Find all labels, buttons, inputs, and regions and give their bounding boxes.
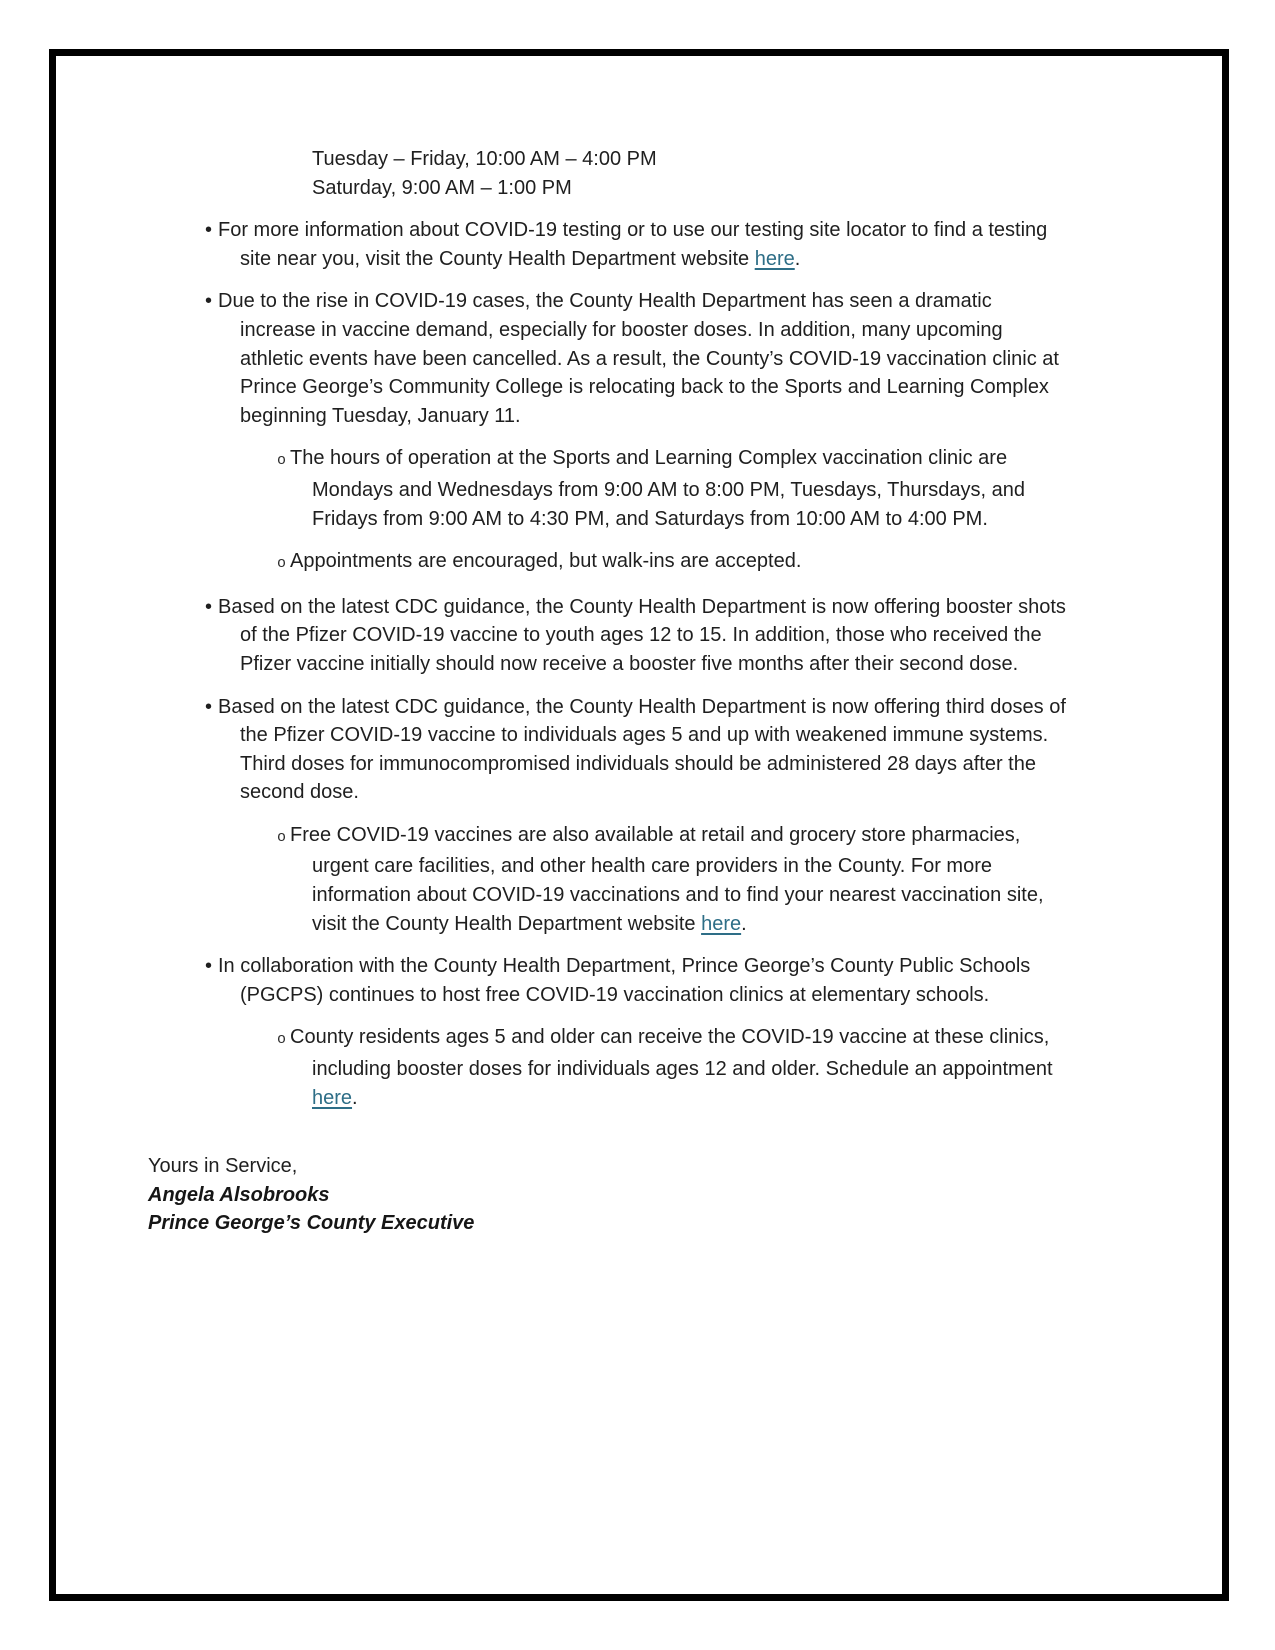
- signature-closing: Yours in Service,: [148, 1155, 298, 1178]
- document-page: [148, 145, 1070, 1238]
- text-run: Based on the latest CDC guidance, the County Health Department is now offering booster shots of the Pfizer COVID-19 vaccine to youth ages 12 to 15. In addition, those who received the Pfizer vaccine initially should now receive a booster five months after their second dose.: [218, 595, 1066, 675]
- bullet-item: [148, 593, 1070, 679]
- text-run: .: [352, 1086, 358, 1109]
- circle-marker: o: [277, 452, 287, 470]
- circle-marker: o: [277, 828, 287, 846]
- schedule-lines: [312, 145, 1070, 202]
- circle-marker: o: [277, 555, 287, 573]
- here-link[interactable]: here: [754, 247, 795, 270]
- document-body: [148, 145, 1070, 1112]
- schedule-line: Saturday, 9:00 AM – 1:00 PM: [312, 176, 572, 199]
- bullet-marker: •: [205, 695, 213, 718]
- sub-bullet-item: [148, 1023, 1070, 1112]
- text-run: County residents ages 5 and older can receive the COVID-19 vaccine at these clinics, including booster doses for individuals ages 12 and older. Schedule an appointment: [290, 1026, 1053, 1081]
- text-run: For more information about COVID-19 testing or to use our testing site locator to find a testing site near you, visit the County Health Department website: [218, 219, 1048, 270]
- text-run: In collaboration with the County Health Department, Prince George’s County Public Schools (PGCPS) continues to host free COVID-19 vaccination clinics at elementary schools.: [218, 955, 1031, 1006]
- bullet-item: [148, 952, 1070, 1009]
- text-run: Based on the latest CDC guidance, the County Health Department is now offering third doses of the Pfizer COVID-19 vaccine to individuals ages 5 and up with weakened immune systems. Third doses for immunocompromised individuals should be administered 28 days after the second dose.: [218, 695, 1066, 804]
- signature-name: Angela Alsobrooks: [148, 1183, 330, 1206]
- sub-bullet-item: [148, 444, 1070, 533]
- here-link[interactable]: here: [312, 1086, 353, 1109]
- signature-block: [148, 1152, 1070, 1238]
- sub-bullet-item: [148, 547, 1070, 579]
- text-run: Free COVID-19 vaccines are also available at retail and grocery store pharmacies, urgent care facilities, and other health care providers in the County. For more information about COVID-19 vaccinations and to find your nearest vaccination site, visit the County Health Department website: [290, 823, 1044, 935]
- bullet-marker: •: [205, 290, 213, 313]
- text-run: .: [741, 912, 747, 935]
- text-run: Appointments are encouraged, but walk-ins are accepted.: [290, 550, 802, 573]
- text-run: Due to the rise in COVID-19 cases, the County Health Department has seen a dramatic increase in vaccine demand, especially for booster doses. In addition, many upcoming athletic events have been cancelled. As a result, the County’s COVID-19 vaccination clinic at Prince George’s Community College is relocating back to the Sports and Learning Complex beginning Tuesday, January 11.: [218, 290, 1059, 427]
- bullet-item: [148, 693, 1070, 807]
- bullet-item: [148, 287, 1070, 430]
- text-run: .: [794, 247, 801, 270]
- bullet-marker: •: [205, 595, 213, 618]
- sub-bullet-item: [148, 821, 1070, 938]
- circle-marker: o: [277, 1031, 287, 1049]
- here-link[interactable]: here: [701, 912, 742, 935]
- signature-title: Prince George’s County Executive: [148, 1212, 475, 1235]
- bullet-item: [148, 216, 1070, 273]
- bullet-marker: •: [205, 219, 213, 242]
- blank-line: [148, 1126, 1070, 1152]
- schedule-line: Tuesday – Friday, 10:00 AM – 4:00 PM: [312, 148, 657, 170]
- text-run: The hours of operation at the Sports and Learning Complex vaccination clinic are Mondays and Wednesdays from 9:00 AM to 8:00 PM, Tuesdays, Thursdays, and Fridays from 9:00 AM to 4:30 PM, and Saturdays from 10:00 AM to 4:00 PM.: [290, 447, 1025, 530]
- bullet-marker: •: [205, 955, 213, 978]
